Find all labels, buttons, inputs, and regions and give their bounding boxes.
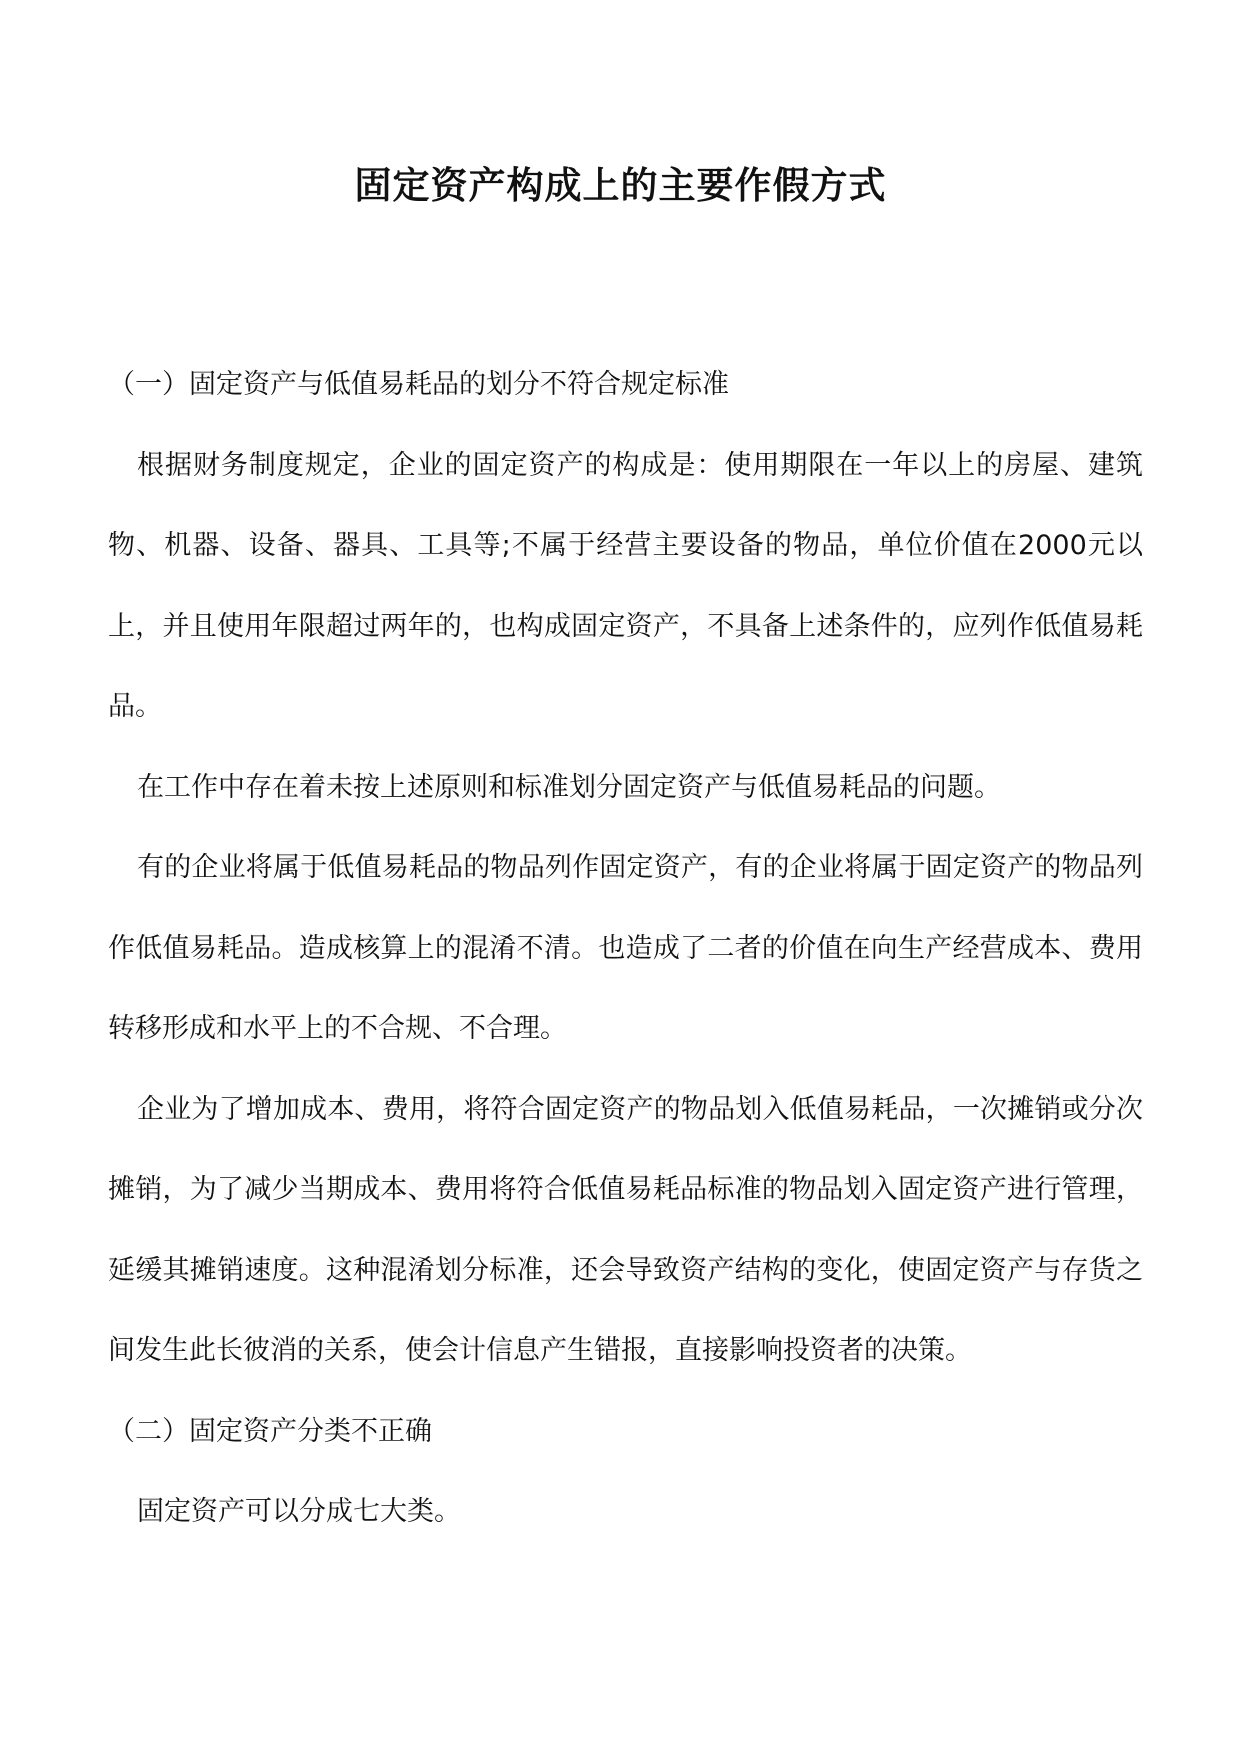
section-heading-2: （二）固定资产分类不正确: [108, 1415, 432, 1447]
document-body: [108, 345, 1143, 1553]
paragraph-misclassification: 有的企业将属于低值易耗品的物品列作固定资产，有的企业将属于固定资产的物品列作低值易耗品。造成核算上的混淆不清。也造成了二者的价值在向生产经营成本、费用转移形成和水平上的不合规、不合理。: [108, 852, 1143, 1044]
paragraph-categories: 固定资产可以分成七大类。: [137, 1496, 461, 1527]
paragraph-consequence: 企业为了增加成本、费用，将符合固定资产的物品划入低值易耗品，一次摊销或分次摊销，为了减少当期成本、费用将符合低值易耗品标准的物品划入固定资产进行管理，延缓其摊销速度。这种混淆划分标准，还会导致资产结构的变化，使固定资产与存货之间发生此长彼消的关系，使会计信息产生错报，直接影响投资者的决策。: [108, 1093, 1143, 1366]
section-heading-1: （一）固定资产与低值易耗品的划分不符合规定标准: [108, 369, 729, 400]
paragraph-definition: 根据财务制度规定，企业的固定资产的构成是：使用期限在一年以上的房屋、建筑物、机器、设备、器具、工具等;不属于经营主要设备的物品，单位价值在2000元以上，并且使用年限超过两年的，也构成固定资产，不具备上述条件的，应列作低值易耗品。: [108, 449, 1143, 722]
document-title: 固定资产构成上的主要作假方式: [354, 163, 887, 207]
paragraph-problem: 在工作中存在着未按上述原则和标准划分固定资产与低值易耗品的问题。: [137, 771, 1001, 803]
